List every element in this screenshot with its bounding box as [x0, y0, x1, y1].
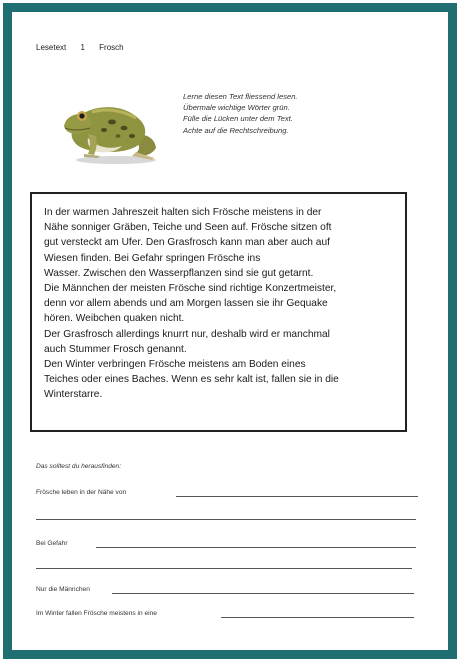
- text-line: Teiches oder eines Baches. Wenn es sehr kalt ist, fallen sie in die: [44, 374, 339, 386]
- question-label: Im Winter fallen Frösche meistens in eine: [36, 610, 157, 617]
- instruction-line: Übermale wichtige Wörter grün.: [183, 103, 290, 113]
- worksheet-header: [36, 43, 124, 52]
- header-label: Lesetext: [36, 43, 67, 52]
- text-line: Wiesen finden. Bei Gefahr springen Frösche ins: [44, 252, 261, 264]
- reading-text-box: [30, 192, 407, 432]
- instruction-line: Achte auf die Rechtschreibung.: [183, 125, 289, 135]
- text-line: Den Winter verbringen Frösche meistens am Boden eines: [44, 359, 306, 371]
- text-line: denn vor allem abends und am Morgen lassen sie ihr Gequake: [44, 298, 328, 310]
- instructions: [183, 91, 383, 136]
- answer-line[interactable]: [112, 593, 414, 594]
- text-line: Winterstarre.: [44, 389, 103, 401]
- question-label: Nur die Männchen: [36, 586, 90, 593]
- text-line: In der warmen Jahreszeit halten sich Frösche meistens in der: [44, 207, 322, 218]
- header-topic: Frosch: [99, 43, 124, 52]
- questions-heading: Das solltest du herausfinden:: [36, 463, 122, 470]
- header-number: 1: [80, 43, 85, 52]
- text-line: Nähe sonniger Gräben, Teiche und Seen auf. Frösche sitzen oft: [44, 222, 332, 234]
- question-label: Bei Gefahr: [36, 540, 68, 547]
- text-line: Die Männchen der meisten Frösche sind richtige Konzertmeister,: [44, 283, 337, 295]
- text-line: Der Grasfrosch allerdings knurrt nur, deshalb wird er manchmal: [44, 328, 330, 340]
- answer-line[interactable]: [36, 519, 416, 520]
- question-label: Frösche leben in der Nähe von: [36, 489, 127, 496]
- answer-line[interactable]: [176, 496, 418, 497]
- text-line: auch Stummer Frosch genannt.: [44, 343, 187, 355]
- text-line: Wasser. Zwischen den Wasserpflanzen sind sie gut getarnt.: [44, 267, 314, 279]
- instruction-line: Fülle die Lücken unter dem Text.: [183, 114, 293, 124]
- answer-line[interactable]: [96, 547, 416, 548]
- text-line: gut versteckt am Ufer. Den Grasfrosch kann man aber auch auf: [44, 237, 330, 249]
- answer-line[interactable]: [36, 568, 412, 569]
- instruction-line: Lerne diesen Text fliessend lesen.: [183, 92, 298, 101]
- frog-image: [58, 86, 168, 166]
- answer-line[interactable]: [221, 617, 414, 618]
- text-line: hören. Weibchen quaken nicht.: [44, 313, 185, 325]
